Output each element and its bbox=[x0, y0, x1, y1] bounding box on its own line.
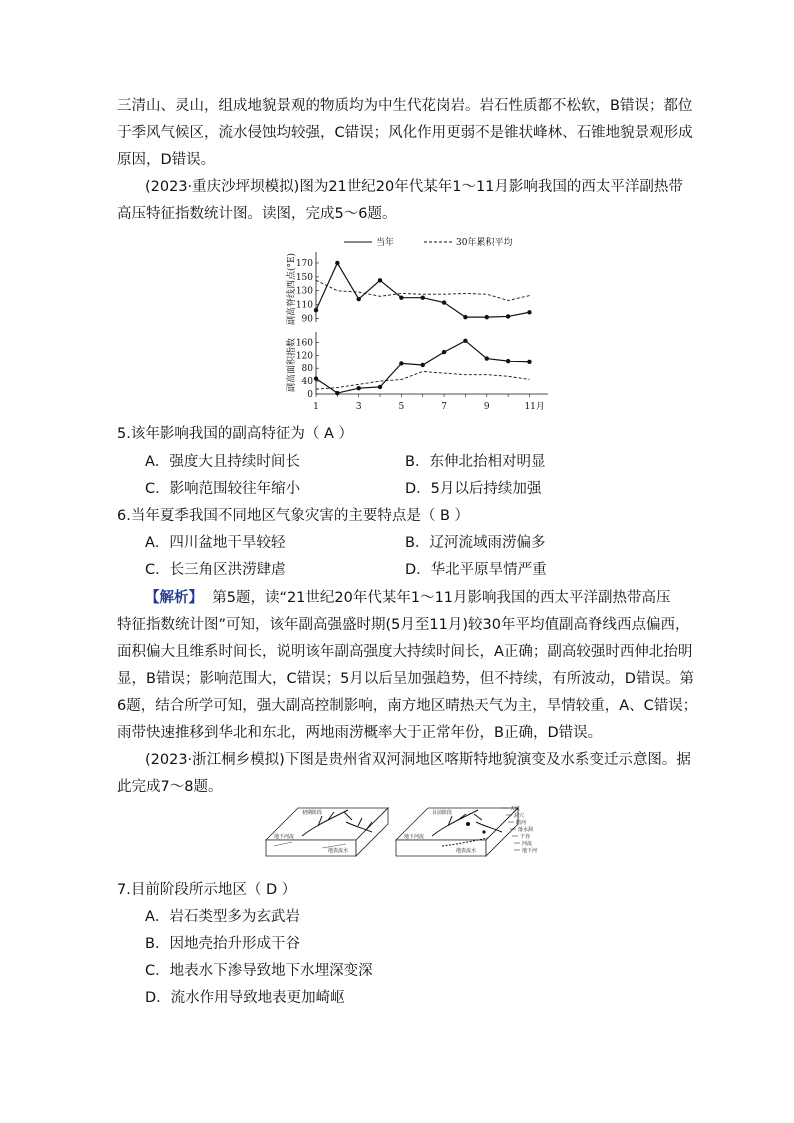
x-tick-label: 3 bbox=[355, 402, 362, 412]
data-point bbox=[378, 385, 382, 389]
q5-option-a: A．强度大且持续时间长 bbox=[145, 454, 300, 470]
data-point bbox=[399, 295, 403, 299]
question-intro: 此完成7～8题。 bbox=[117, 779, 223, 795]
q5-option-b: B．东伸北抬相对明显 bbox=[405, 454, 546, 470]
analysis-first-line bbox=[145, 588, 671, 608]
stage-label-initial: 初期阶段 bbox=[302, 810, 323, 816]
initial-stage-block bbox=[266, 808, 388, 856]
q7-option-a: A．岩石类型多为玄武岩 bbox=[145, 909, 300, 925]
data-point bbox=[506, 359, 510, 363]
river-label: 地表流水 bbox=[456, 848, 477, 854]
q5-option-c: C．影响范围较往年缩小 bbox=[145, 481, 301, 497]
top-ylabel: 副高脊线西点(°E) bbox=[287, 252, 297, 326]
paragraph-line: 于季风气候区，流水侵蚀均较强，C错误；风化作用更弱不是锥状峰林、石锥地貌景观形成 bbox=[117, 125, 693, 141]
data-point bbox=[356, 386, 360, 390]
y-tick-label: 170 bbox=[295, 258, 313, 269]
bottom-ylabel: 副高面积指数 bbox=[287, 337, 297, 393]
paragraph-line: 三清山、灵山，组成地貌景观的物质均为中生代花岗岩。岩石性质都不松软，B错误；都位 bbox=[117, 98, 693, 114]
data-point bbox=[314, 308, 318, 312]
question-6-stem: 6.当年夏季我国不同地区气象灾害的主要特点是（ B ） bbox=[117, 508, 469, 524]
data-point bbox=[421, 295, 425, 299]
legend-label-average: 30年累积平均 bbox=[456, 238, 513, 248]
paragraph-line: 原因，D错误。 bbox=[117, 152, 216, 168]
data-point bbox=[463, 315, 467, 319]
legend-item: 干谷 bbox=[520, 834, 531, 840]
y-tick-label: 40 bbox=[301, 377, 313, 388]
legend-item: 地下河 bbox=[522, 848, 538, 854]
subtropical-high-chart bbox=[280, 232, 570, 417]
analysis-tag: 【解析】 bbox=[145, 590, 203, 606]
analysis-line: 显，B错误；影响范围大，C错误；5月以后呈加强趋势，但不持续，有所波动，D错误。第 bbox=[117, 671, 694, 687]
q7-option-d: D．流水作用导致地表更加崎岖 bbox=[145, 990, 345, 1006]
data-point bbox=[399, 361, 403, 365]
y-tick-label: 130 bbox=[295, 286, 313, 297]
q6-option-a: A．四川盆地干旱较轻 bbox=[145, 535, 286, 551]
analysis-line: 雨带快速推移到华北和东北，两地雨涝概率大于正常年份，B正确，D错误。 bbox=[117, 725, 603, 741]
question-7-stem: 7.目前阶段所示地区（ D ） bbox=[117, 882, 297, 898]
x-tick-label: 9 bbox=[483, 402, 490, 412]
q7-option-b: B．因地壳抬升形成干谷 bbox=[145, 936, 300, 952]
top-panel bbox=[285, 252, 532, 325]
y-tick-label: 90 bbox=[301, 314, 313, 325]
analysis-line: 面积偏大且维系时间长，说明该年副高强度大持续时间长，A正确；副高较强时西伸北抬明 bbox=[117, 644, 693, 660]
q5-option-d: D．5月以后持续加强 bbox=[405, 481, 542, 497]
river-label: 地表流水 bbox=[328, 848, 349, 854]
analysis-line: 6题，结合所学可知，强大副高控制影响，南方地区晴热天气为主，旱情较重，A、C错误； bbox=[117, 698, 698, 714]
data-point bbox=[442, 300, 446, 304]
data-point bbox=[314, 376, 318, 380]
river-label: 地下河流 bbox=[274, 834, 295, 840]
bottom-panel bbox=[285, 332, 532, 400]
current-stage-block bbox=[396, 808, 518, 856]
data-point bbox=[442, 350, 446, 354]
legend-item: 暗河 bbox=[516, 820, 527, 826]
x-axis bbox=[313, 394, 548, 412]
q7-option-c: C．地表水下渗导致地下水埋深变深 bbox=[145, 963, 373, 979]
data-point bbox=[335, 261, 339, 265]
data-point bbox=[485, 315, 489, 319]
question-intro: 高压特征指数统计图。读图，完成5～6题。 bbox=[117, 206, 397, 222]
legend-item: 河流 bbox=[522, 841, 533, 847]
data-point bbox=[506, 314, 510, 318]
y-tick-label: 120 bbox=[295, 351, 313, 362]
question-5-stem: 5.该年影响我国的副高特征为（ A ） bbox=[117, 426, 353, 442]
legend-item: 落水洞 bbox=[518, 827, 534, 833]
legend-item: 洞穴 bbox=[514, 813, 525, 819]
x-tick-label: 7 bbox=[441, 402, 447, 412]
data-point bbox=[356, 297, 360, 301]
analysis-text: 第5题，读“21世纪20年代某年1～11月影响我国的西太平洋副热带高压 bbox=[212, 590, 671, 606]
q6-option-d: D．华北平原旱情严重 bbox=[405, 562, 547, 578]
x-tick-label: 11月 bbox=[524, 402, 545, 412]
legend-item: 天坑 bbox=[510, 806, 521, 812]
x-tick-label: 5 bbox=[398, 402, 405, 412]
analysis-line: 特征指数统计图”可知，该年副高强盛时期(5月至11月)较30年平均值副高脊线西点偏西， bbox=[117, 617, 690, 633]
y-tick-label: 160 bbox=[295, 338, 313, 349]
river-label: 地下河流 bbox=[404, 834, 425, 840]
question-intro: (2023·浙江桐乡模拟)下图是贵州省双河洞地区喀斯特地貌演变及水系变迁示意图。据 bbox=[145, 752, 691, 768]
sinkhole-marker bbox=[466, 822, 470, 826]
y-tick-label: 80 bbox=[301, 364, 313, 375]
series-line-average bbox=[316, 371, 529, 389]
chart-legend bbox=[344, 236, 512, 248]
x-tick-label: 1 bbox=[313, 402, 319, 412]
y-tick-label: 110 bbox=[295, 300, 313, 311]
data-point bbox=[527, 310, 531, 314]
cave-marker bbox=[482, 830, 485, 833]
data-point bbox=[463, 339, 467, 343]
series-line-current bbox=[316, 263, 529, 317]
data-point bbox=[527, 360, 531, 364]
q6-option-c: C．长三角区洪涝肆虐 bbox=[145, 562, 286, 578]
legend-label-current: 当年 bbox=[376, 238, 395, 248]
question-intro: (2023·重庆沙坪坝模拟)图为21世纪20年代某年1～11月影响我国的西太平洋副热带 bbox=[145, 179, 683, 195]
data-point bbox=[421, 363, 425, 367]
data-point bbox=[485, 356, 489, 360]
y-tick-label: 150 bbox=[295, 272, 313, 283]
data-point bbox=[378, 278, 382, 282]
stage-label-current: 目前阶段 bbox=[432, 810, 453, 816]
karst-evolution-diagram bbox=[262, 802, 542, 870]
q6-option-b: B．辽河流域雨涝偏多 bbox=[405, 535, 546, 551]
y-tick-label: 0 bbox=[307, 390, 313, 400]
